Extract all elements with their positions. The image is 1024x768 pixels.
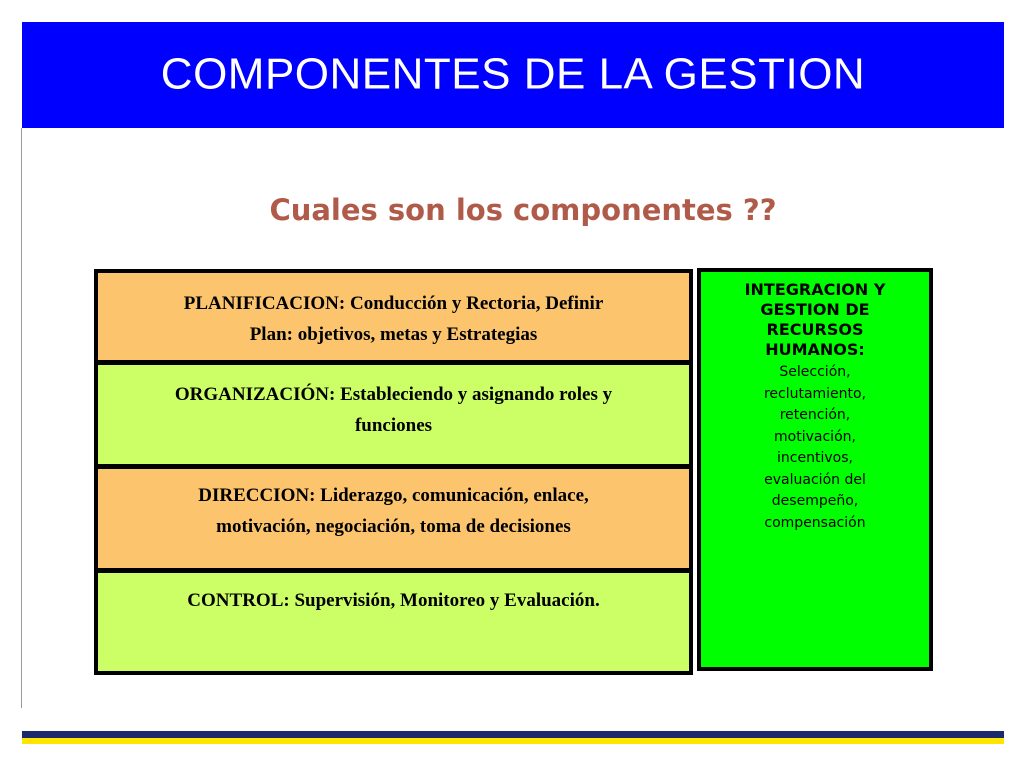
integracion-heading-line: INTEGRACION Y xyxy=(744,280,886,299)
integracion-box xyxy=(697,268,933,671)
integracion-heading xyxy=(701,280,929,360)
integracion-item: incentivos, xyxy=(777,450,853,466)
integracion-item: Selección, xyxy=(779,364,851,380)
integracion-heading-line: HUMANOS: xyxy=(765,340,865,359)
planificacion-line-2: Plan: objetivos, metas y Estrategias xyxy=(249,324,538,345)
slide-subtitle: Cuales son los componentes ?? xyxy=(269,193,777,227)
organizacion-box xyxy=(94,361,693,468)
integracion-items xyxy=(701,362,929,534)
integracion-item: retención, xyxy=(779,407,851,423)
direccion-line-2: motivación, negociación, toma de decisiones xyxy=(216,516,571,537)
integracion-item: evaluación del xyxy=(764,471,866,488)
organizacion-line-2: funciones xyxy=(354,415,433,436)
bottom-stripe-navy xyxy=(22,731,1004,738)
integracion-item: motivación, xyxy=(774,428,856,445)
planificacion-line-1: PLANIFICACION: Conducción y Rectoria, Definir xyxy=(183,293,604,314)
bottom-stripe-yellow xyxy=(22,738,1004,744)
planificacion-box xyxy=(94,269,693,364)
control-line-1: CONTROL: Supervisión, Monitoreo y Evaluación. xyxy=(187,590,600,611)
title-bar xyxy=(22,22,1004,128)
integracion-item: compensación xyxy=(764,514,866,531)
integracion-item: desempeño, xyxy=(771,493,859,509)
control-box xyxy=(94,569,693,675)
direccion-line-1: DIRECCION: Liderazgo, comunicación, enlace, xyxy=(198,485,589,506)
integracion-heading-line: RECURSOS xyxy=(766,320,864,339)
slide-title: COMPONENTES DE LA GESTION xyxy=(160,50,866,99)
direccion-box xyxy=(94,465,693,572)
integracion-item: reclutamiento, xyxy=(763,385,867,402)
organizacion-line-1: ORGANIZACIÓN: Estableciendo y asignando roles y xyxy=(174,384,613,405)
integracion-heading-line: GESTION DE xyxy=(760,300,870,319)
